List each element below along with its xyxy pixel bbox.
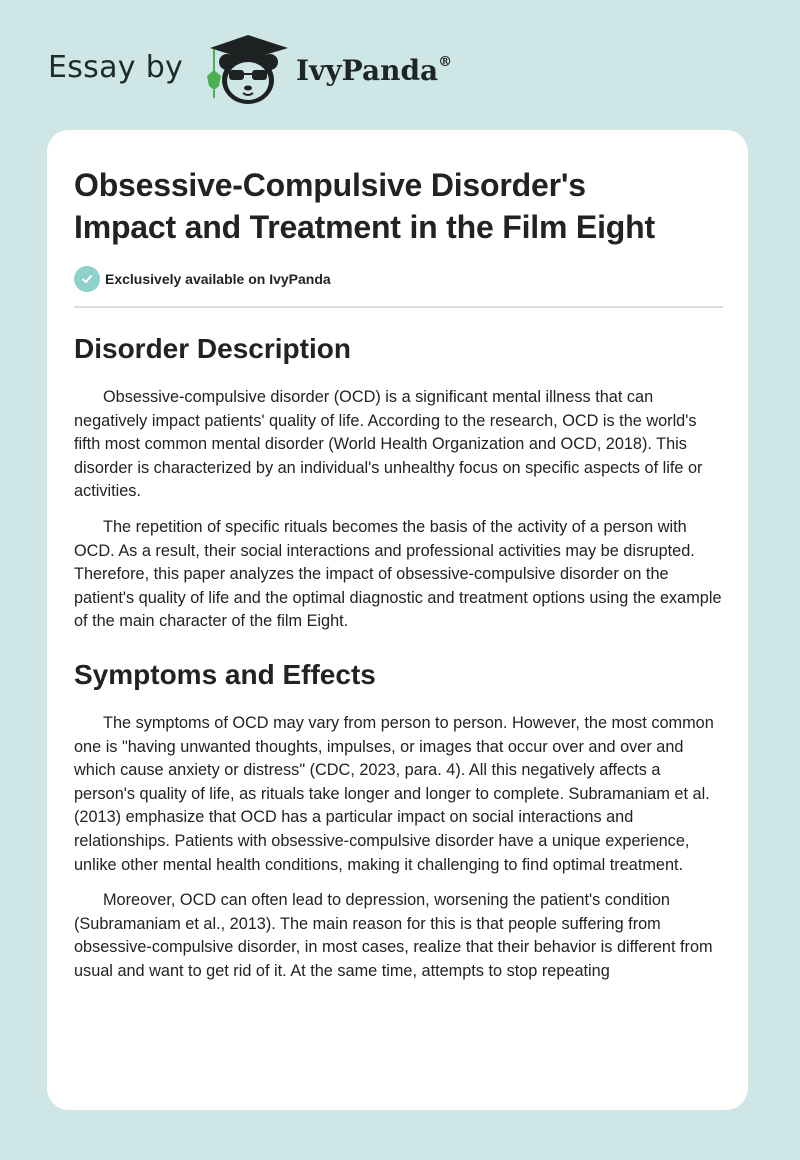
paragraph: Moreover, OCD can often lead to depression, worsening the patient's condition (Subramaniam et al., 2013). The main reason for this is that people suffering from obsessive-compulsive disorder, in most cases, realize that their behavior is different from usual and want to get rid of it. At the same time, attempts to stop repeating xyxy=(74,891,713,980)
brand-name[interactable] xyxy=(296,54,452,87)
check-circle-icon xyxy=(74,266,100,292)
paragraph: Obsessive-compulsive disorder (OCD) is a significant mental illness that can negatively impact patients' quality of life. According to the research, OCD is the world's fifth most common mental disorder (World Health Organization and OCD, 2018). This disorder is characterized by an individual's unhealthy focus on specific aspects of life or activities. xyxy=(74,388,703,501)
registered-mark: ® xyxy=(438,53,453,70)
exclusive-badge-text: Exclusively available on IvyPanda xyxy=(105,271,331,287)
page-title xyxy=(74,164,722,248)
section-heading-symptoms-and-effects: Symptoms and Effects xyxy=(74,658,376,690)
title-line-2: Impact and Treatment in the Film Eight xyxy=(74,209,655,245)
essay-by-label: Essay by xyxy=(48,50,184,85)
paragraph: The repetition of specific rituals becomes the basis of the activity of a person with OCD. As a result, their social interactions and professional activities may be disrupted. Therefore, this paper analyzes the impact of obsessive-compulsive disorder on the patient's quality of life and the optimal diagnostic and treatment options using the example of the main character of the film Eight. xyxy=(74,517,722,631)
exclusive-badge xyxy=(74,266,722,292)
paragraph: The symptoms of OCD may vary from person to person. However, the most common one is "having unwanted thoughts, impulses, or images that occur over and over and which cause anxiety or distress" (CDC, 2023, para. 4). All this negatively affects a person's quality of life, as rituals take longer and longer to complete. Subramaniam et al. (2013) emphasize that OCD has a particular impact on social interactions and relationships. Patients with obsessive-compulsive disorder have a unique experience, unlike other mental health conditions, making it challenging to find optimal treatment. xyxy=(74,713,714,874)
section-heading-disorder-description: Disorder Description xyxy=(74,333,351,364)
site-header xyxy=(0,0,800,130)
panda-logo-icon[interactable] xyxy=(200,32,296,108)
essay-card xyxy=(47,130,748,1110)
brand-text: IvyPanda xyxy=(296,54,439,87)
title-divider xyxy=(74,306,723,308)
title-line-1: Obsessive-Compulsive Disorder's xyxy=(74,167,586,203)
